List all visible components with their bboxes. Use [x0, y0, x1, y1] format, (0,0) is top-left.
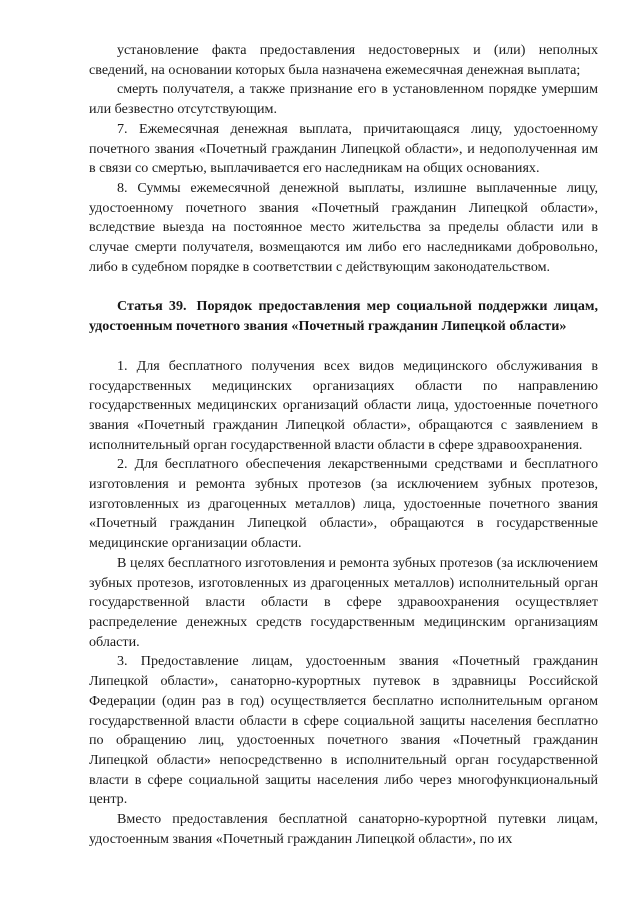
- paragraph: 8. Суммы ежемесячной денежной выплаты, излишне выплаченные лицу, удостоенному почетного звания «Почетный гражданин Липецкой области», вследствие выезда на постоянное место жительства за пределы области или в случае смерти получателя, возмещаются им либо его наследниками добровольно, либо в судебном порядке в соответствии с действующим законодательством.: [89, 179, 598, 275]
- paragraph: 2. Для бесплатного обеспечения лекарственными средствами и бесплатного изготовления и ремонта зубных протезов (за исключением зубных протезов, изготовленных из драгоценных металлов) лица, удостоенные почетного звания «Почетный гражданин Липецкой области», обращаются в государственные медицинские организации области.: [89, 456, 598, 552]
- article-number: Статья 39.: [117, 298, 187, 315]
- spacer: [89, 337, 598, 357]
- paragraph: установление факта предоставления недостоверных и (или) неполных сведений, на основании которых была назначена ежемесячная денежная выплата;: [89, 42, 598, 78]
- spacer: [89, 277, 598, 297]
- paragraph: Вместо предоставления бесплатной санаторно-курортной путевки лицам, удостоенным звания «Почетный гражданин Липецкой области», по их: [89, 811, 598, 847]
- paragraph: смерть получателя, а также признание его в установленном порядке умершим или безвестно отсутствующим.: [89, 81, 598, 118]
- paragraph: В целях бесплатного изготовления и ремонта зубных протезов (за исключением зубных протезов, изготовленных из драгоценных металлов) исполнительный орган государственной власти области в сфере здравоохранения осуществляет распределение денежных средств государственным медицинским организациям области.: [89, 554, 598, 650]
- paragraph: 3. Предоставление лицам, удостоенным звания «Почетный гражданин Липецкой области», санаторно-курортных путевок в здравницы Российской Федерации (один раз в год) осуществляется бесплатно исполнительным органом государственной власти области в сфере социальной защиты населения бесплатно по обращению лиц, удостоенных почетного звания «Почетный гражданин Липецкой области» непосредственно в исполнительный орган государственной власти в сфере социальной защиты населения либо через многофункциональный центр.: [89, 653, 598, 808]
- paragraph: 7. Ежемесячная денежная выплата, причитающаяся лицу, удостоенному почетного звания «Почетный гражданин Липецкой области», и недополученная им в связи со смертью, выплачивается его наследникам на общих основаниях.: [89, 120, 598, 177]
- paragraph: 1. Для бесплатного получения всех видов медицинского обслуживания в государственных медицинских организациях области по направлению государственных медицинских организаций области лица, удостоенные почетного звания «Почетный гражданин Липецкой области», обращаются с заявлением в исполнительный орган государственной власти области в сфере здравоохранения.: [89, 357, 598, 453]
- article-title: Порядок предоставления мер социальной поддержки лицам, удостоенным почетного звания «Почетный гражданин Липецкой области»: [89, 298, 598, 335]
- article-heading: [89, 297, 598, 336]
